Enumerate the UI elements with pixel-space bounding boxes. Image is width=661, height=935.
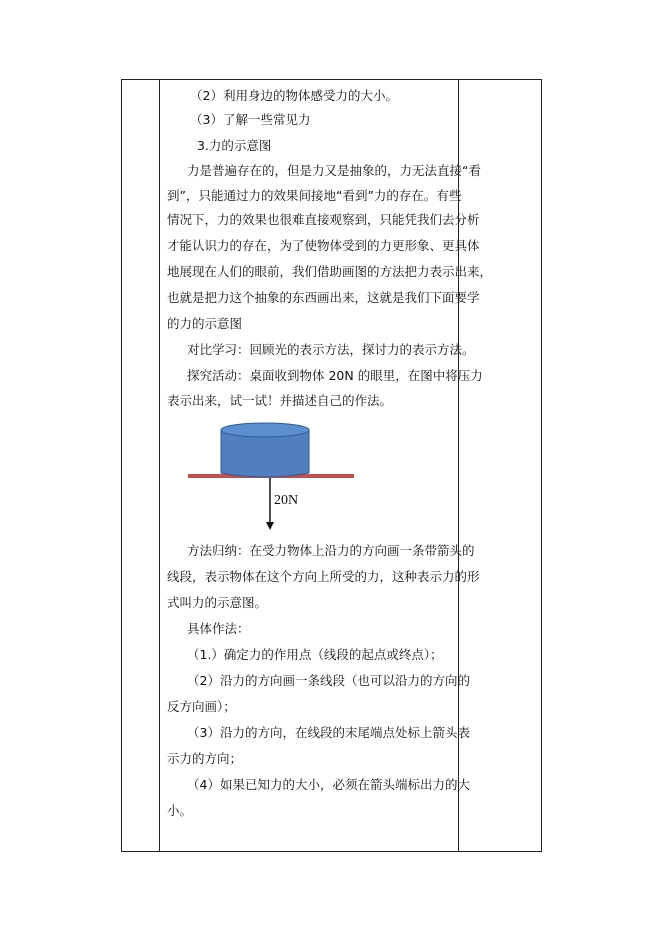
section-heading: 3.力的示意图: [197, 138, 272, 153]
text-line: 对比学习：回顾光的表示方法，探讨力的表示方法。: [187, 342, 475, 357]
text-line: （3）沿力的方向，在线段的末尾端点处标上箭头表: [187, 725, 470, 740]
content-column: [160, 80, 493, 851]
text-line: 方法归纳：在受力物体上沿力的方向画一条带箭头的: [187, 543, 475, 558]
text-line: （4）如果已知力的大小，必须在箭头端标出力的大: [187, 777, 470, 792]
text-line: 式叫力的示意图。: [167, 595, 268, 610]
force-arrow-head: [266, 522, 274, 530]
force-label: 20N: [274, 493, 299, 508]
force-diagram: [188, 418, 368, 538]
text-line: （1.）确定力的作用点（线段的起点或终点）；: [187, 647, 443, 662]
text-line: 具体作法：: [187, 621, 250, 636]
text-line: 的力的示意图: [167, 316, 243, 331]
text-line: 反方向画）；: [167, 699, 236, 714]
text-line: 到”，只能通过力的效果间接地“看到”力的存在。有些: [167, 188, 462, 203]
text-line: （2）沿力的方向画一条线段（也可以沿力的方向的: [187, 673, 470, 688]
text-line: 力是普遍存在的，但是力又是抽象的，力无法直接“看: [187, 163, 481, 178]
text-line: 小。: [167, 803, 193, 818]
cylinder-top: [221, 423, 309, 437]
text-line: 示力的方向；: [167, 751, 243, 766]
text-line: 地展现在人们的眼前，我们借助画图的方法把力表示出来，: [167, 264, 493, 279]
text-line: （2）利用身边的物体感受力的大小。: [190, 88, 398, 103]
text-line: 才能认识力的存在，为了使物体受到的力更形象、更具体: [167, 238, 480, 253]
text-line: 情况下，力的效果也很难直接观察到，只能凭我们去分析: [167, 212, 480, 227]
text-line: 表示出来，试一试！并描述自己的作法。: [167, 393, 393, 408]
text-line: 探究活动：桌面收到物体 20N 的眼里，在图中将压力: [187, 368, 483, 383]
lesson-table: [121, 79, 542, 852]
text-line: （3）了解一些常见力: [190, 112, 311, 127]
text-line: 也就是把力这个抽象的东西画出来，这就是我们下面要学: [167, 290, 480, 305]
text-line: 线段，表示物体在这个方向上所受的力，这种表示力的形: [167, 569, 480, 584]
